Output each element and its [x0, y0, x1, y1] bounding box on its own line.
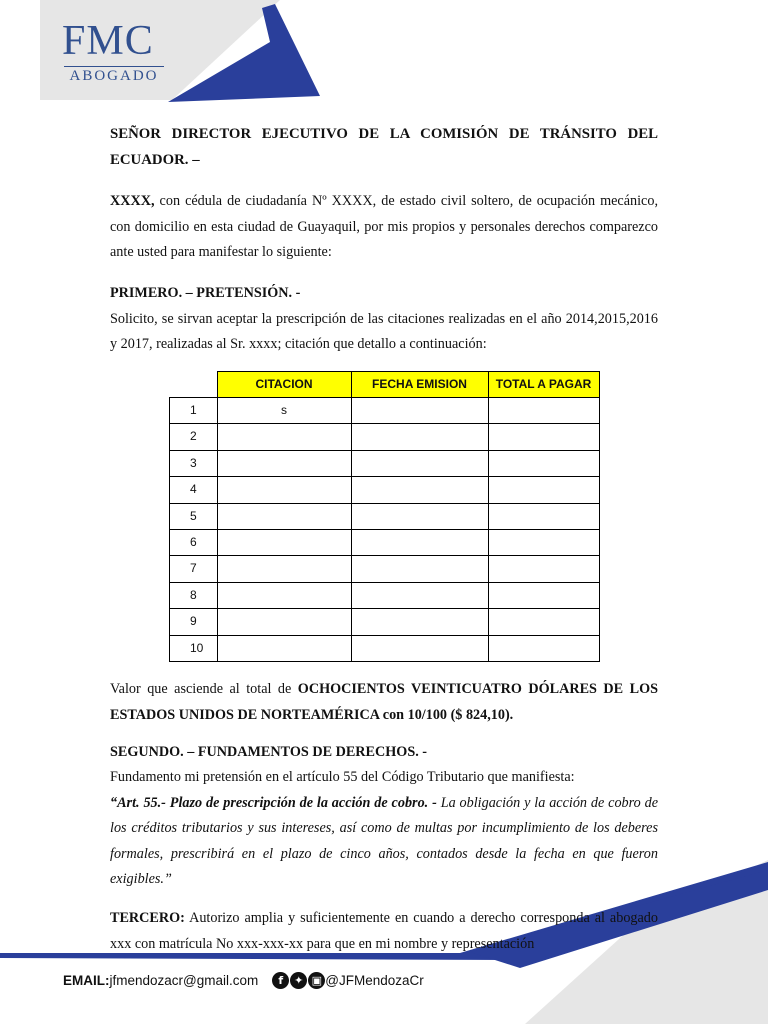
row-number: 3: [170, 450, 218, 476]
cell-fecha: [351, 556, 488, 582]
table-row: [170, 450, 600, 476]
document-body: [110, 122, 658, 957]
cell-citacion: [217, 609, 351, 635]
row-number: 2: [170, 424, 218, 450]
social-icons: [272, 972, 325, 989]
cell-citacion: [217, 582, 351, 608]
total-amount: OCHOCIENTOS VEINTICUATRO DÓLARES DE LOS ESTADOS UNIDOS DE NORTEAMÉRICA con 10/100 ($ 824,10).: [110, 681, 658, 723]
cell-citacion: [217, 503, 351, 529]
footer-contact: [63, 972, 424, 989]
cell-fecha: [351, 503, 488, 529]
intro-text: con cédula de ciudadanía Nº XXXX, de estado civil soltero, de ocupación mecánico, con domicilio en esta ciudad de Guayaquil, por mis propios y personales derechos comparezco ante usted para manifestar lo siguiente:: [110, 193, 658, 260]
intro-paragraph: [110, 189, 658, 265]
cell-citacion: [217, 477, 351, 503]
logo-divider: [64, 66, 164, 67]
cell-fecha: [351, 398, 488, 424]
cell-total: [488, 477, 599, 503]
total-paragraph: [110, 677, 658, 728]
section2-title: SEGUNDO. – FUNDAMENTOS DE DERECHOS. -: [110, 743, 428, 760]
table-body: [170, 398, 600, 662]
table-row: [170, 530, 600, 556]
cell-citacion: [217, 424, 351, 450]
intro-name: XXXX,: [110, 193, 155, 210]
table-row: [170, 477, 600, 503]
cell-fecha: [351, 635, 488, 661]
logo-mark: FMC: [62, 18, 154, 64]
row-number: 5: [170, 503, 218, 529]
header-total-a-pagar: TOTAL A PAGAR: [488, 371, 599, 397]
cell-citacion: [217, 450, 351, 476]
facebook-icon[interactable]: f: [272, 972, 289, 989]
row-number: 6: [170, 530, 218, 556]
row-number: 1: [170, 398, 218, 424]
table-row: [170, 424, 600, 450]
cell-total: [488, 424, 599, 450]
twitter-icon[interactable]: ✦: [290, 972, 307, 989]
cell-total: [488, 503, 599, 529]
article-quote: [110, 791, 658, 893]
table-row: [170, 609, 600, 635]
email-label: EMAIL:: [63, 973, 110, 988]
cell-fecha: [351, 477, 488, 503]
row-number: 8: [170, 582, 218, 608]
addressee-heading: SEÑOR DIRECTOR EJECUTIVO DE LA COMISIÓN DE TRÁNSITO DEL ECUADOR. –: [110, 126, 658, 168]
total-prefix: Valor que asciende al total de: [110, 681, 298, 698]
cell-citacion: s: [217, 398, 351, 424]
cell-fecha: [351, 450, 488, 476]
section3-text: Autorizo amplia y suficientemente en cuando a derecho corresponda al abogado xxx con matrícula No xxx-xxx-xx para que en mi nombre y representación: [110, 910, 658, 952]
email-value[interactable]: jfmendozacr@gmail.com: [109, 973, 259, 988]
cell-fecha: [351, 582, 488, 608]
cell-total: [488, 398, 599, 424]
section1-text: Solicito, se sirvan aceptar la prescripción de las citaciones realizadas en el año 2014,2015,2016 y 2017, realizadas al Sr. xxxx; citación que detallo a continuación:: [110, 310, 658, 353]
section2-text: Fundamento mi pretensión en el artículo 55 del Código Tributario que manifiesta:: [110, 769, 575, 786]
header-citacion: CITACION: [217, 371, 351, 397]
cell-total: [488, 450, 599, 476]
section3-title: TERCERO:: [110, 910, 185, 927]
header-number: [170, 371, 218, 397]
cell-fecha: [351, 609, 488, 635]
row-number: 9: [170, 609, 218, 635]
social-handle[interactable]: @JFMendozaCr: [325, 973, 424, 988]
logo-subtitle: ABOGADO: [69, 68, 159, 84]
cell-citacion: [217, 635, 351, 661]
cell-total: [488, 556, 599, 582]
quote-title: “Art. 55.- Plazo de prescripción de la acción de cobro. -: [110, 794, 437, 811]
instagram-icon[interactable]: ▣: [308, 972, 325, 989]
citations-table: [169, 371, 600, 662]
section1-title: PRIMERO. – PRETENSIÓN. -: [110, 285, 301, 302]
quote-text: La obligación y la acción de cobro de los créditos tributarios y sus intereses, así como de multas por incumplimiento de los deberes formales, prescribirá en el plazo de cinco años, contados desde la fecha en que fueron exigibles.”: [110, 794, 658, 887]
table-row: [170, 398, 600, 424]
section3-paragraph: [110, 906, 658, 957]
row-number: 10: [170, 635, 218, 661]
cell-total: [488, 635, 599, 661]
table-row: [170, 503, 600, 529]
table-row: [170, 635, 600, 661]
row-number: 7: [170, 556, 218, 582]
firm-logo: [60, 18, 170, 82]
table-row: [170, 556, 600, 582]
table-header-row: [170, 371, 600, 397]
table-row: [170, 582, 600, 608]
cell-total: [488, 609, 599, 635]
cell-total: [488, 530, 599, 556]
citations-table-wrap: [169, 371, 658, 662]
cell-fecha: [351, 530, 488, 556]
row-number: 4: [170, 477, 218, 503]
cell-citacion: [217, 530, 351, 556]
cell-fecha: [351, 424, 488, 450]
header-fecha-emision: FECHA EMISION: [351, 371, 488, 397]
cell-citacion: [217, 556, 351, 582]
cell-total: [488, 582, 599, 608]
